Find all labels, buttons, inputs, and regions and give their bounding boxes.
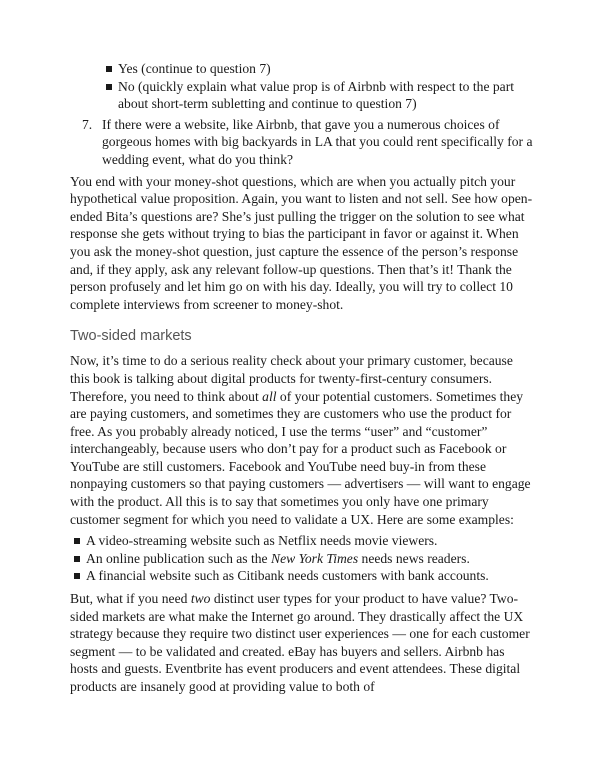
- paragraph-two-sided: [70, 590, 535, 696]
- section-heading: Two-sided markets: [70, 328, 192, 345]
- sub-bullet-list: [104, 60, 535, 113]
- paragraph-text: But, what if you need: [70, 591, 191, 607]
- question-number: 7.: [82, 116, 93, 132]
- document-page: [70, 60, 535, 696]
- paragraph-money-shot: You end with your money-shot questions, which are when you actually pitch your hypothetical value proposition. Again, you want to listen and not sell. See how open-ended Bita’s questions are? She’s just pulling the trigger on the solution to see what response she gets without trying to bias the participant in favor or against it. When you ask the money-shot question, just capture the essence of the person’s response and, if they apply, ask any relevant follow-up questions. Then that’s it! Thank the person profusely and let him go on with his day. Ideally, you will try to collect 10 complete interviews from screener to money-shot.: [70, 173, 533, 312]
- question-text: If there were a website, like Airbnb, that gave you a numerous choices of gorgeous homes with big backyards in LA that you could rent specifically for a wedding event, what do you think?: [102, 116, 533, 167]
- example-citibank: A financial website such as Citibank needs customers with bank accounts.: [72, 567, 535, 585]
- paragraph-text: distinct user types for your product to have value? Two-sided markets are what make the Internet go around. They drastically affect the UX strategy because they require two distinct user experiences — one for each customer segment — to be validated and created. eBay has buyers and sellers. Airbnb has hosts and guests. Eventbrite has event producers and event attendees. These digital products are insanely good at providing value to both of: [70, 591, 530, 694]
- example-text: needs news readers.: [358, 550, 470, 566]
- emphasis-all: all: [262, 388, 277, 404]
- emphasis-two: two: [190, 591, 211, 607]
- paragraph-text: Now, it’s time to do a serious reality check about your primary customer, because this book is talking about digital products for twenty-first-century consumers. Therefore, you need to think about: [70, 353, 513, 404]
- paragraph-text: of your potential customers. Sometimes they are paying customers, and sometimes they are customers who use the product for free. As you probably already noticed, I use the terms “user” and “customer” interchangeably, because users who don’t pay for a product such as Facebook or YouTube are still customers. Facebook and YouTube need buy-in from these nonpaying customers so that paying customers — advertisers — will want to engage with the product. All this is to say that sometimes you only have one primary customer segment for which you need to validate a UX. Here are some examples:: [70, 388, 531, 527]
- example-text: An online publication such as the: [86, 550, 271, 566]
- emphasis-nyt: New York Times: [271, 550, 359, 566]
- example-nyt: [72, 550, 535, 568]
- examples-list: [70, 532, 535, 585]
- example-netflix: A video-streaming website such as Netflix needs movie viewers.: [72, 532, 535, 550]
- sub-bullet-yes: Yes (continue to question 7): [104, 60, 535, 78]
- paragraph-reality-check: [70, 352, 535, 528]
- question-7: [70, 116, 535, 169]
- sub-bullet-no: No (quickly explain what value prop is of Airbnb with respect to the part about short-term subletting and continue to question 7): [104, 78, 535, 113]
